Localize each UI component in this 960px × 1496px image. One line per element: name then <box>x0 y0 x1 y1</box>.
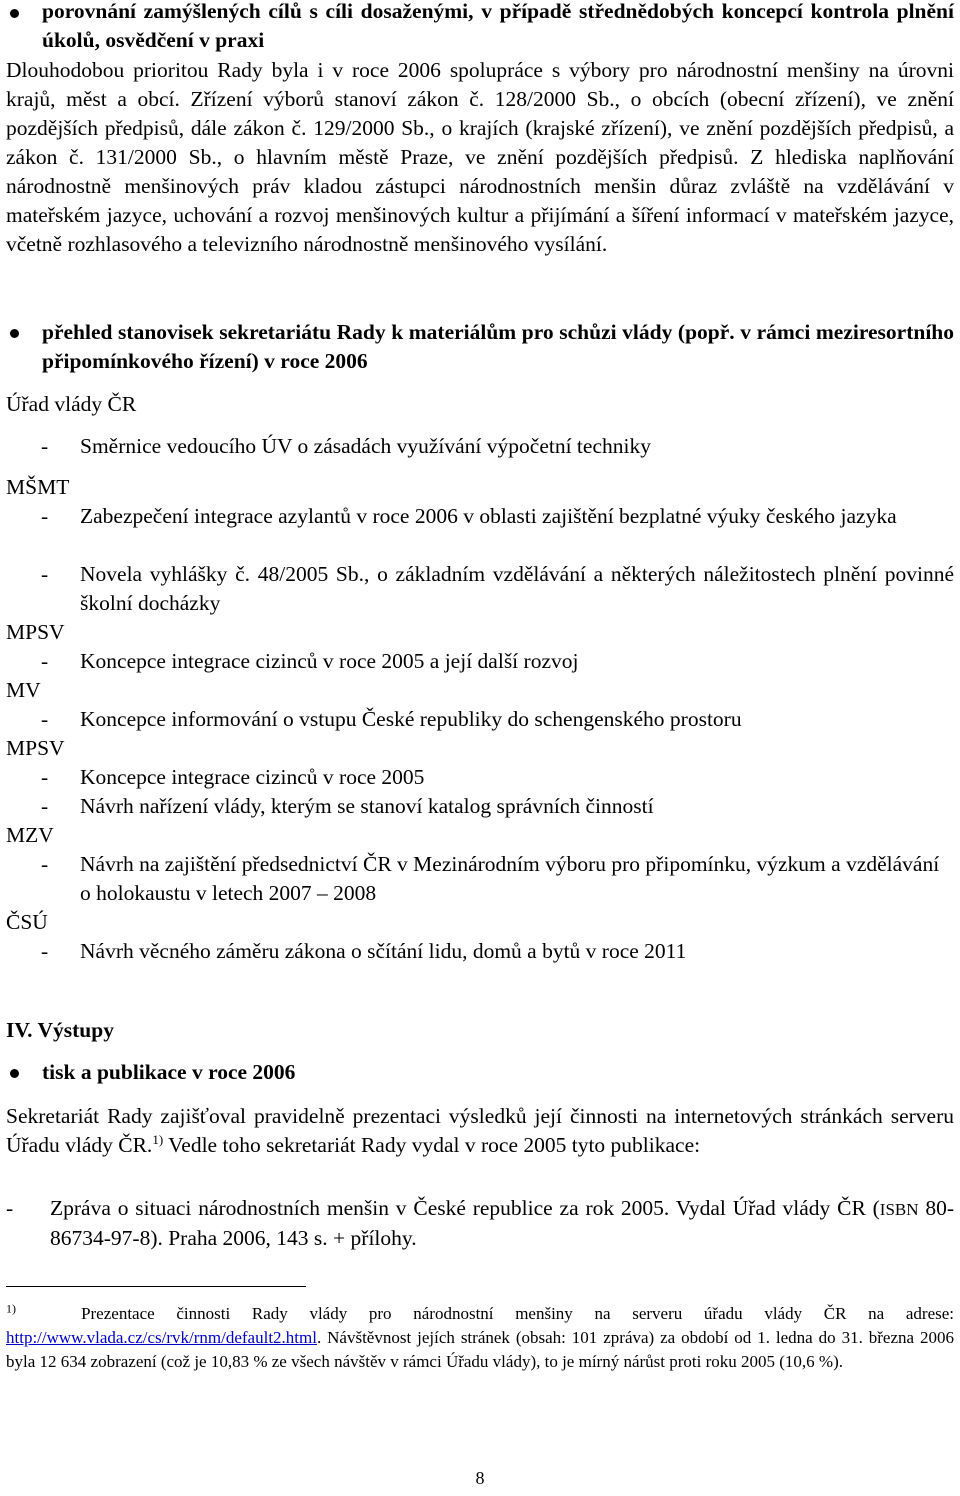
org-label: ČSÚ <box>6 910 48 934</box>
page-number: 8 <box>475 1468 485 1488</box>
section-bullet-heading: tisk a publikace v roce 2006 <box>42 1060 296 1084</box>
list-item: Koncepce informování o vstupu České republiky do schengenského prostoru <box>80 707 742 731</box>
footnote-mark: 1) <box>6 1301 16 1316</box>
paragraph-part: Dlouhodobou prioritou Rady byla i v roce 2006 spolupráce s výbory pro národnostní menšiny na úrovni krajů, měst a obcí. Zřízení výborů stanoví zákon č. 128/2000 Sb., o obcích (obecní zřízení), ve znění pozdějších předpisů, dále zákon č. 129/2000 Sb., o krajích (krajské zřízení), ve znění pozdějších předpisů, a zákon č. 131/2000 Sb., o hlavním městě Praze, ve znění pozdějších předpisů. <box>6 58 954 169</box>
paragraph-part: Z hlediska naplňování národnostně menšinových práv kladou zástupci národnostních menšin důraz zvláště na vzdělávání v mateřském jazyce, uchování a rozvoj menšinových kultur a přijímání a šíření informací v mateřském jazyce, včetně rozhlasového a televizního národnostně menšinového vysílání. <box>6 145 954 256</box>
intro-paragraph <box>6 56 954 259</box>
list-item: Novela vyhlášky č. 48/2005 Sb., o základním vzdělávání a některých náležitostech plnění povinné školní docházky <box>80 562 954 615</box>
list-item: Směrnice vedoucího ÚV o zásadách využívání výpočetní techniky <box>80 434 651 458</box>
section-bullet-heading: přehled stanovisek sekretariátu Rady k materiálům pro schůzi vlády (popř. v rámci meziresortního připomínkového řízení) v roce 2006 <box>42 320 954 373</box>
isbn-label: ISBN <box>879 1200 919 1219</box>
publications-paragraph <box>6 1102 954 1160</box>
bullet-icon <box>10 1069 19 1078</box>
list-dash: - <box>6 1196 14 1220</box>
org-label: MPSV <box>6 736 65 760</box>
footnote-link[interactable]: http://www.vlada.cz/cs/rvk/rnm/default2.html <box>6 1328 317 1347</box>
org-label: MZV <box>6 823 54 847</box>
list-dash: - <box>41 504 49 528</box>
publication-item <box>50 1194 954 1253</box>
section-heading: IV. Výstupy <box>6 1018 114 1042</box>
paragraph-part: Sekretariát Rady zajišťoval pravidelně prezentaci výsledků její činnosti na internetových stránkách serveru Úřadu vlády ČR. <box>6 1104 954 1157</box>
list-item: Návrh na zajištění předsednictví ČR v Mezinárodním výboru pro připomínku, výzkum a vzdělávání o holokaustu v letech 2007 – 2008 <box>80 852 940 905</box>
section-bullet-heading: porovnání zamýšlených cílů s cíli dosaženými, v případě střednědobých koncepcí kontrola plnění úkolů, osvědčení v praxi <box>42 0 954 52</box>
list-item: Koncepce integrace cizinců v roce 2005 <box>80 765 425 789</box>
org-label: MPSV <box>6 620 65 644</box>
list-dash: - <box>41 765 49 789</box>
footnote <box>6 1302 954 1374</box>
list-dash: - <box>41 434 49 458</box>
list-dash: - <box>41 649 49 673</box>
paragraph-part: Vedle toho sekretariát Rady vydal v roce 2005 tyto publikace: <box>163 1133 701 1157</box>
footnote-ref[interactable]: 1) <box>152 1131 164 1147</box>
publication-text: Zpráva o situaci národnostních menšin v České republice za rok 2005. Vydal Úřad vlády ČR ( <box>50 1196 880 1220</box>
footnote-text: Prezentace činnosti Rady vlády pro národnostní menšiny na serveru úřadu vlády ČR na adrese: <box>81 1304 955 1323</box>
bullet-icon <box>10 329 19 338</box>
list-dash: - <box>41 794 49 818</box>
list-item: Koncepce integrace cizinců v roce 2005 a její další rozvoj <box>80 649 579 673</box>
footnote-text: . Návštěvnost jejích stránek (obsah: 101 zpráva) za období od 1. ledna do 31. března 2006 byla 12 634 zobrazení (což je 10,83 % ze všech návštěv v rámci Úřadu vlády), to je mírný nárůst proti roku 2005 (10,6 %). <box>6 1328 954 1371</box>
list-dash: - <box>41 562 49 586</box>
org-label: MŠMT <box>6 475 70 499</box>
list-dash: - <box>41 707 49 731</box>
list-item: Návrh věcného záměru zákona o sčítání lidu, domů a bytů v roce 2011 <box>80 939 687 963</box>
bullet-icon <box>10 9 19 18</box>
list-item: Návrh nařízení vlády, kterým se stanoví katalog správních činností <box>80 794 654 818</box>
list-dash: - <box>41 939 49 963</box>
list-dash: - <box>41 852 49 876</box>
org-label: MV <box>6 678 41 702</box>
footnote-divider <box>6 1286 306 1287</box>
publication-text: 80-86734-97-8). Praha 2006, 143 s. + přílohy. <box>50 1196 954 1250</box>
list-item: Zabezpečení integrace azylantů v roce 2006 v oblasti zajištění bezplatné výuky českého jazyka <box>80 504 897 528</box>
org-label: Úřad vlády ČR <box>6 392 137 416</box>
